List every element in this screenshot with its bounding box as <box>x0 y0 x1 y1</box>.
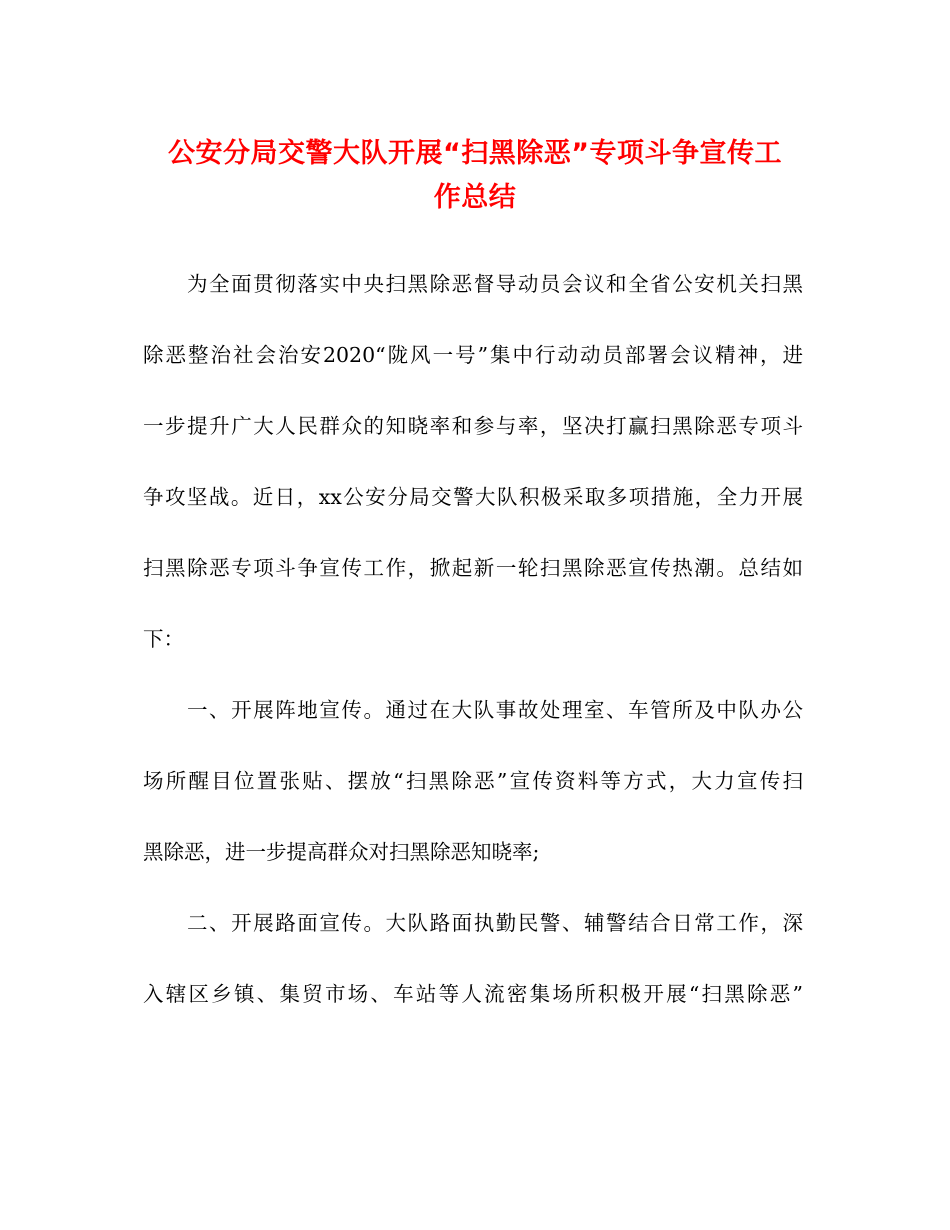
paragraph-1-line-1: 为全面贯彻落实中央扫黑除恶督导动员会议和全省公安机关扫黑 <box>187 272 803 296</box>
paragraph-2-line-2: 场所醒目位置张贴、摆放“扫黑除恶”宣传资料等方式，大力宣传扫 <box>143 769 803 793</box>
paragraph-1-line-3: 一步提升广大人民群众的知晓率和参与率，坚决打赢扫黑除恶专项斗 <box>143 414 803 438</box>
paragraph-1-line-4: 争攻坚战。近日，xx公安分局交警大队积极采取多项措施，全力开展 <box>143 485 803 509</box>
paragraph-3-line-1: 二、开展路面宣传。大队路面执勤民警、辅警结合日常工作，深 <box>187 911 803 935</box>
document-title-line-1: 公安分局交警大队开展“扫黑除恶”专项斗争宣传工 <box>168 138 782 169</box>
document-title-line-2: 作总结 <box>433 182 517 213</box>
paragraph-2-line-3: 黑除恶，进一步提高群众对扫黑除恶知晓率; <box>143 840 540 864</box>
paragraph-1-line-6: 下： <box>143 627 184 651</box>
paragraph-1-line-5: 扫黑除恶专项斗争宣传工作，掀起新一轮扫黑除恶宣传热潮。总结如 <box>143 556 803 580</box>
paragraph-2-line-1: 一、开展阵地宣传。通过在大队事故处理室、车管所及中队办公 <box>187 698 803 722</box>
paragraph-1-line-2: 除恶整治社会治安2020“陇风一号”集中行动动员部署会议精神，进 <box>143 343 803 367</box>
paragraph-3-line-2: 入辖区乡镇、集贸市场、车站等人流密集场所积极开展“扫黑除恶” <box>143 982 803 1006</box>
